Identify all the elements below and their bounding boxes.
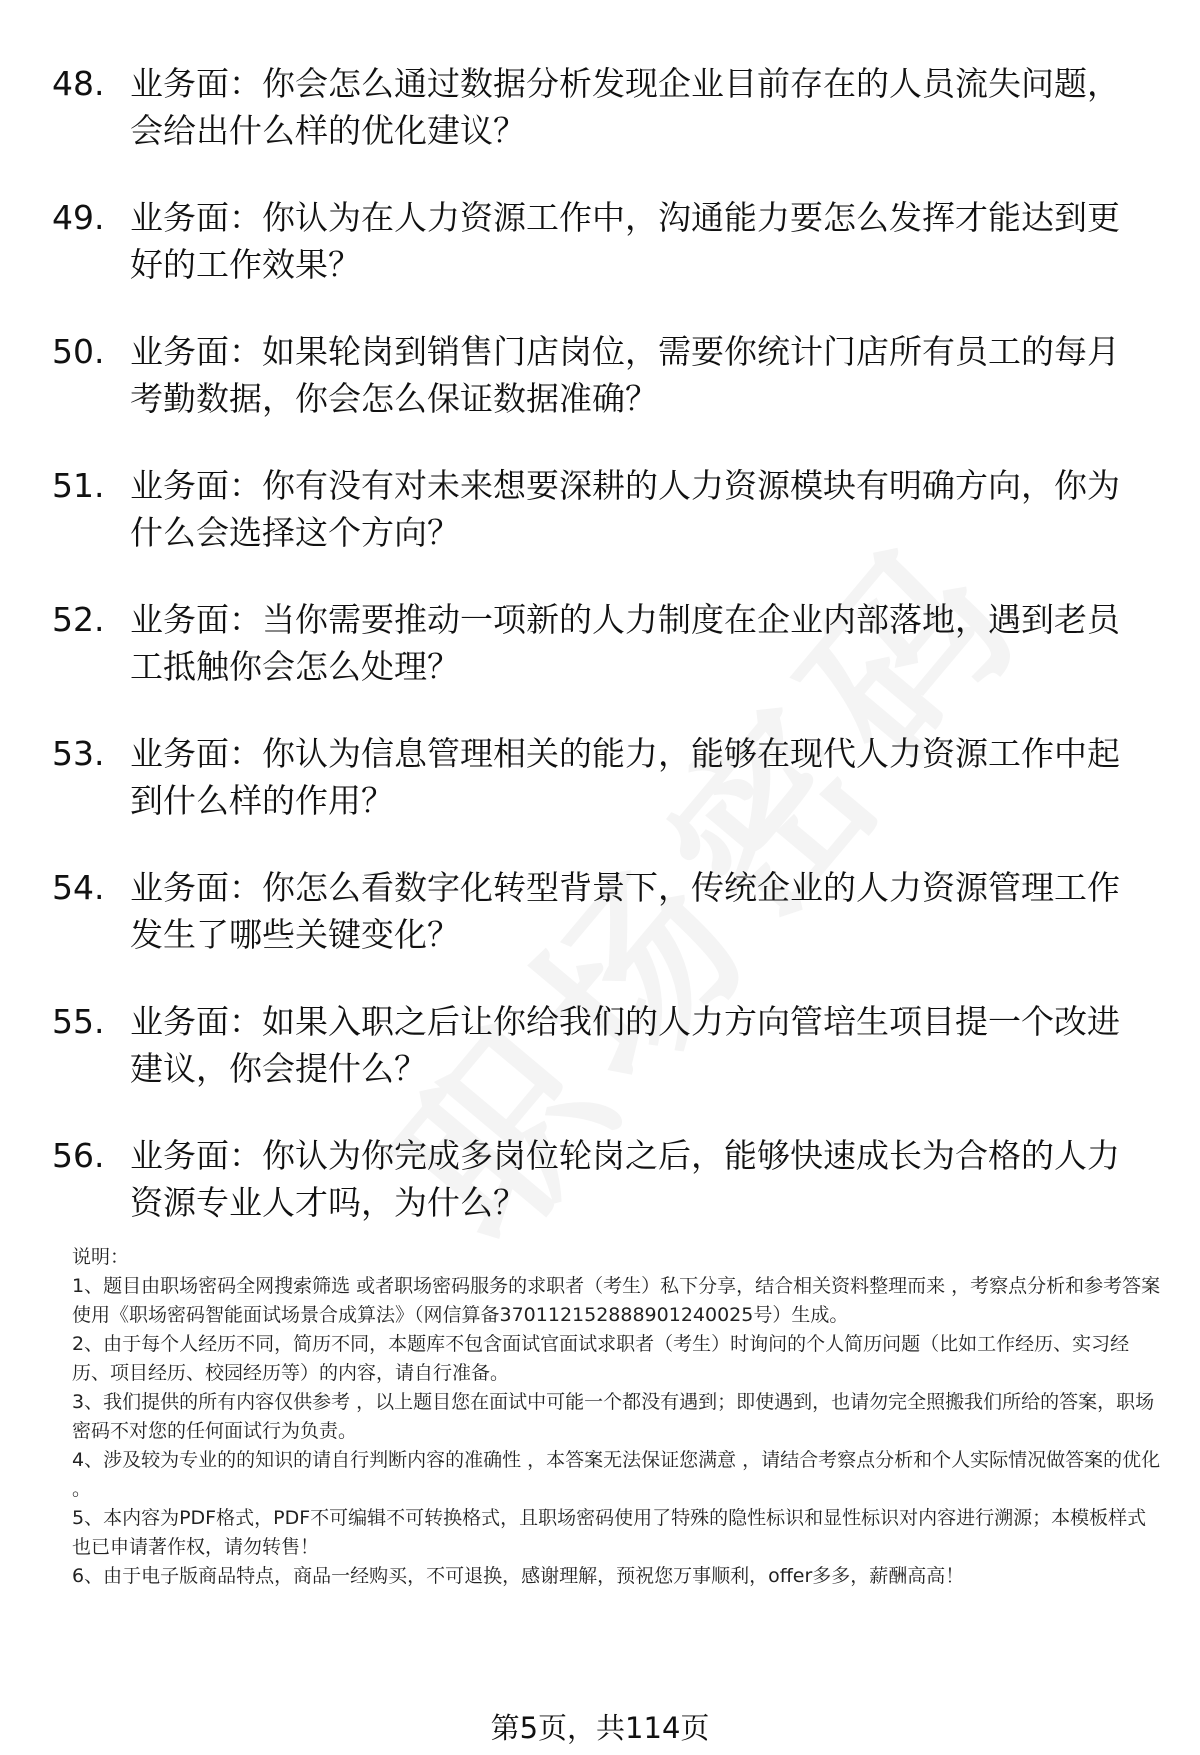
question-item [52,194,1152,328]
note-item: 2、由于每个人经历不同，简历不同，本题库不包含面试官面试求职者（考生）时询问的个人简历问题（比如工作经历、实习经历、项目经历、校园经历等）的内容，请自行准备。 [72,1333,1130,1384]
question-list [52,60,1152,1266]
question-text: 业务面：你认为在人力资源工作中，沟通能力要怎么发挥才能达到更好的工作效果？ [130,198,1120,284]
question-number: 50. [52,332,105,371]
question-number: 53. [52,734,105,773]
question-text: 业务面：当你需要推动一项新的人力制度在企业内部落地，遇到老员工抵触你会怎么处理？ [130,600,1120,686]
question-number: 55. [52,1002,105,1041]
question-item [52,730,1152,864]
notes-section [72,1243,1162,1591]
question-number: 48. [52,64,105,103]
question-text: 业务面：如果入职之后让你给我们的人力方向管培生项目提一个改进建议，你会提什么？ [130,1002,1120,1088]
question-item [52,596,1152,730]
question-number: 54. [52,868,105,907]
notes-title: 说明： [72,1246,130,1268]
question-item [52,328,1152,462]
question-number: 52. [52,600,105,639]
question-text: 业务面：你会怎么通过数据分析发现企业目前存在的人员流失问题，会给出什么样的优化建议？ [130,64,1120,150]
note-item: 1、题目由职场密码全网搜索筛选 或者职场密码服务的求职者（考生）私下分享，结合相关资料整理而来 ，考察点分析和参考答案使用《职场密码智能面试场景合成算法》（网信算备370112152888901240025号）生成。 [72,1275,1161,1326]
note-item: 4、涉及较为专业的的知识的请自行判断内容的准确性 ，本答案无法保证您满意 ，请结合考察点分析和个人实际情况做答案的优化 。 [72,1449,1161,1500]
question-text: 业务面：你怎么看数字化转型背景下，传统企业的人力资源管理工作发生了哪些关键变化？ [130,868,1120,954]
page-number: 第5页，共114页 [490,1711,710,1745]
note-item: 3、我们提供的所有内容仅供参考 ，以上题目您在面试中可能一个都没有遇到；即使遇到，也请勿完全照搬我们所给的答案，职场密码不对您的任何面试行为负责。 [72,1391,1155,1442]
question-text: 业务面：你认为你完成多岗位轮岗之后，能够快速成长为合格的人力资源专业人才吗，为什么？ [130,1136,1120,1222]
question-item [52,462,1152,596]
question-item [52,60,1152,194]
question-item [52,864,1152,998]
question-text: 业务面：如果轮岗到销售门店岗位，需要你统计门店所有员工的每月考勤数据，你会怎么保证数据准确？ [130,332,1120,418]
question-item [52,998,1152,1132]
question-text: 业务面：你有没有对未来想要深耕的人力资源模块有明确方向，你为什么会选择这个方向？ [130,466,1120,552]
question-number: 56. [52,1136,105,1175]
question-number: 51. [52,466,105,505]
note-item: 6、由于电子版商品特点，商品一经购买，不可退换，感谢理解，预祝您万事顺利，offer多多，薪酬高高！ [72,1565,965,1587]
question-number: 49. [52,198,105,237]
question-text: 业务面：你认为信息管理相关的能力，能够在现代人力资源工作中起到什么样的作用？ [130,734,1120,820]
note-item: 5、本内容为PDF格式，PDF不可编辑不可转换格式，且职场密码使用了特殊的隐性标识和显性标识对内容进行溯源；本模板样式也已申请著作权，请勿转售！ [72,1507,1147,1558]
